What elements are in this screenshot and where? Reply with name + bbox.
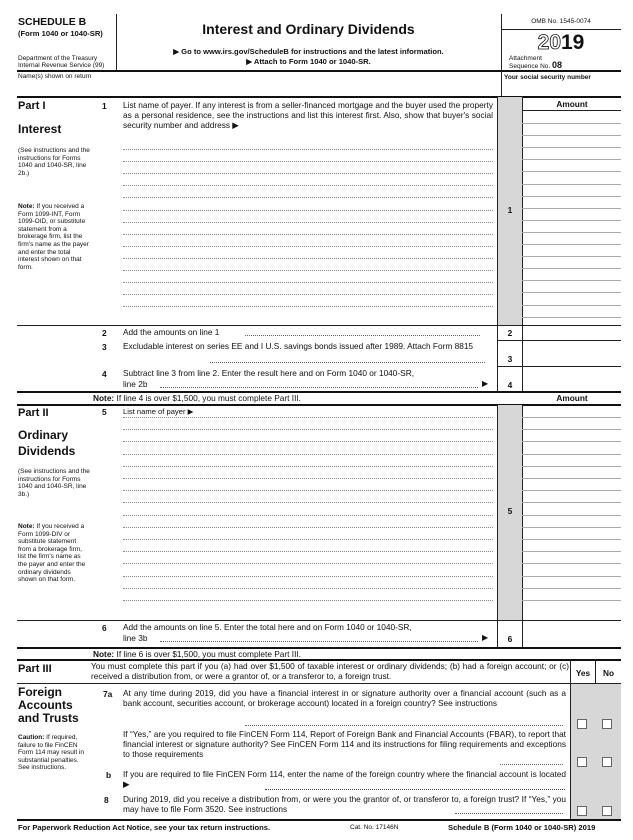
part1-note bbox=[18, 203, 90, 271]
amount-entry-row[interactable] bbox=[522, 196, 621, 197]
payer-entry-row[interactable] bbox=[123, 149, 493, 150]
part1-note-text: If you received a Form 1099-INT, Form 1099-OID, or substitute statement from a brokerage firm, list the firm's name as the payer and enter the total interest shown on that form. bbox=[18, 203, 89, 271]
line2-leader bbox=[245, 335, 480, 336]
line7a-yes-checkbox[interactable] bbox=[577, 719, 587, 729]
line8-text: During 2019, did you receive a distribution from, or were you the grantor of, or transferor to, a foreign trust? If “Yes,” you may have to file Form 3520. See instructions bbox=[123, 794, 566, 814]
amount-entry-row[interactable] bbox=[522, 123, 621, 124]
amount-entry-row[interactable] bbox=[522, 515, 621, 516]
department-line2: Internal Revenue Service (99) bbox=[18, 62, 105, 69]
amount-entry-row[interactable] bbox=[522, 159, 621, 160]
part3-title-line2: Accounts bbox=[18, 698, 73, 712]
line7a-fbar-text: If “Yes,” are you required to file FinCEN Form 114, Report of Foreign Bank and Financial Accounts (FBAR), to report that financial interest or signature authority? See FinCEN Form 114 and its instructions for filing requirements and exceptions to those requirements bbox=[123, 729, 566, 759]
payer-entry-row[interactable] bbox=[123, 246, 493, 247]
omb-number: OMB No. 1545-0074 bbox=[531, 18, 591, 25]
attach-instruction: ▶ Attach to Form 1040 or 1040-SR. bbox=[246, 57, 371, 66]
line1-box-number: 1 bbox=[507, 205, 513, 215]
payer-entry-row[interactable] bbox=[123, 210, 493, 211]
amount-entry-row[interactable] bbox=[522, 292, 621, 293]
yes-no-shade bbox=[571, 684, 621, 819]
part2-top-rule bbox=[17, 404, 621, 406]
line4-leader bbox=[160, 387, 478, 388]
line3-amount-input[interactable] bbox=[523, 341, 621, 366]
amount-entry-row[interactable] bbox=[522, 171, 621, 172]
amount-entry-row[interactable] bbox=[522, 563, 621, 564]
amount-entry-row[interactable] bbox=[522, 502, 621, 503]
form-title: Interest and Ordinary Dividends bbox=[202, 21, 415, 37]
catalog-number: Cat. No. 17146N bbox=[350, 824, 399, 831]
part2-note2-text: If line 6 is over $1,500, you must complete Part III. bbox=[116, 649, 301, 659]
part2-label: Part II bbox=[18, 407, 49, 419]
amount-entry-row[interactable] bbox=[522, 232, 621, 233]
payer-entry-row[interactable] bbox=[123, 234, 493, 235]
payer-entry-row[interactable] bbox=[123, 454, 493, 455]
sequence-number: 08 bbox=[552, 60, 563, 70]
payer-entry-row[interactable] bbox=[123, 527, 493, 528]
payer-entry-row[interactable] bbox=[123, 161, 493, 162]
instructions-link: ▶ Go to www.irs.gov/ScheduleB for instructions and the latest information. bbox=[173, 47, 444, 56]
footer-form-name: Schedule B (Form 1040 or 1040-SR) 2019 bbox=[448, 823, 596, 832]
schedule-label: SCHEDULE B bbox=[18, 16, 87, 28]
payer-entry-row[interactable] bbox=[123, 197, 493, 198]
line1-text: List name of payer. If any interest is from a seller-financed mortgage and the buyer used the property as a personal residence, see the instructions and list this interest first. Also, show that buyer's social security number and address ▶ bbox=[123, 100, 493, 130]
line7a-text: At any time during 2019, did you have a financial interest in or signature authority over a financial account (such as a bank account, securities account, or brokerage account) located in a foreign country? See instructions bbox=[123, 688, 566, 708]
line4-arrow-icon: ▶ bbox=[482, 379, 489, 388]
amount-entry-row[interactable] bbox=[522, 268, 621, 269]
ssn-label: Your social security number bbox=[504, 74, 591, 81]
yes-header: Yes bbox=[575, 668, 591, 678]
line7b-country-input[interactable] bbox=[265, 789, 565, 790]
part2-title-line2: Dividends bbox=[18, 444, 76, 458]
names-input[interactable] bbox=[17, 82, 501, 96]
line6-arrow-icon: ▶ bbox=[482, 633, 489, 642]
amount-entry-row[interactable] bbox=[522, 184, 621, 185]
line7a-fbar-leader bbox=[500, 764, 563, 765]
amount-entry-row[interactable] bbox=[522, 454, 621, 455]
line8-leader bbox=[455, 813, 563, 814]
amount-entry-row[interactable] bbox=[522, 600, 621, 601]
amount-entry-row[interactable] bbox=[522, 588, 621, 589]
names-label: Name(s) shown on return bbox=[18, 73, 92, 80]
line7a-no-checkbox[interactable] bbox=[602, 719, 612, 729]
line2-number: 2 bbox=[102, 328, 107, 338]
amount-entry-row[interactable] bbox=[522, 429, 621, 430]
payer-entry-row[interactable] bbox=[123, 185, 493, 186]
part1-label: Part I bbox=[18, 100, 46, 112]
line3-text: Excludable interest on series EE and I U.S. savings bonds issued after 1989. Attach Form 8815 bbox=[123, 341, 474, 351]
amount-header-rule bbox=[522, 110, 621, 111]
amount-entry-row[interactable] bbox=[522, 527, 621, 528]
part1-amount-header: Amount bbox=[556, 99, 588, 109]
line7a-leader bbox=[245, 725, 563, 726]
part1-note2-text: If line 4 is over $1,500, you must complete Part III. bbox=[116, 393, 301, 403]
payer-entry-row[interactable] bbox=[123, 282, 493, 283]
payer-entry-row[interactable] bbox=[123, 539, 493, 540]
amount-entry-row[interactable] bbox=[522, 208, 621, 209]
department-line1: Department of the Treasury bbox=[18, 55, 98, 62]
line1-number: 1 bbox=[102, 101, 107, 111]
amount-entry-row[interactable] bbox=[522, 466, 621, 467]
line5-text: List name of payer ▶ bbox=[123, 407, 194, 416]
part1-note-label: Note: bbox=[18, 203, 35, 210]
amount-entry-row[interactable] bbox=[522, 317, 621, 318]
amount-entry-row[interactable] bbox=[522, 490, 621, 491]
payer-entry-row[interactable] bbox=[123, 306, 493, 307]
part3-title-line1: Foreign bbox=[18, 685, 62, 699]
payer-entry-row[interactable] bbox=[123, 600, 493, 601]
payer-entry-row[interactable] bbox=[123, 222, 493, 223]
line8-number: 8 bbox=[104, 795, 109, 805]
footer-rule bbox=[17, 819, 621, 821]
payer-entry-row[interactable] bbox=[123, 490, 493, 491]
part3-label: Part III bbox=[18, 663, 52, 675]
line8-no-checkbox[interactable] bbox=[602, 806, 612, 816]
line4-amount-input[interactable] bbox=[523, 367, 621, 391]
sequence-text: Sequence No. bbox=[509, 63, 551, 70]
part1-see-instructions: (See instructions and the instructions for Forms 1040 and 1040-SR, line 2b.) bbox=[18, 147, 90, 177]
line7b-number: b bbox=[106, 770, 112, 780]
line2-amount-input[interactable] bbox=[523, 326, 621, 340]
amount-entry-row[interactable] bbox=[522, 147, 621, 148]
line7a-fbar-yes-checkbox[interactable] bbox=[577, 757, 587, 767]
line7a-number: 7a bbox=[103, 689, 113, 699]
part1-title: Interest bbox=[18, 122, 62, 136]
part3-caution-label: Caution: bbox=[18, 734, 45, 741]
line4-text-a: Subtract line 3 from line 2. Enter the result here and on Form 1040 or 1040-SR, bbox=[123, 368, 415, 378]
line4-number: 4 bbox=[102, 369, 107, 379]
line6-text-a: Add the amounts on line 5. Enter the total here and on Form 1040 or 1040-SR, bbox=[123, 622, 412, 632]
amount-entry-row[interactable] bbox=[522, 576, 621, 577]
part2-see-instructions: (See instructions and the instructions for Forms 1040 and 1040-SR, line 3b.) bbox=[18, 468, 90, 498]
line2-text: Add the amounts on line 1 bbox=[123, 327, 220, 337]
amount-entry-row[interactable] bbox=[522, 244, 621, 245]
omb-divider bbox=[501, 29, 621, 30]
payer-entry-row[interactable] bbox=[123, 515, 493, 516]
tax-year-bold: 19 bbox=[561, 31, 585, 54]
ssn-input[interactable] bbox=[502, 82, 621, 96]
payer-entry-row[interactable] bbox=[123, 588, 493, 589]
amount-entry-row[interactable] bbox=[522, 220, 621, 221]
payer-entry-row[interactable] bbox=[123, 429, 493, 430]
payer-entry-row[interactable] bbox=[123, 173, 493, 174]
part2-note bbox=[18, 523, 90, 584]
amount-entry-row[interactable] bbox=[522, 417, 621, 418]
part3-intro-rule bbox=[17, 683, 621, 684]
line2-box-number: 2 bbox=[507, 328, 513, 338]
payer-entry-row[interactable] bbox=[123, 502, 493, 503]
line4-text-b: line 2b bbox=[123, 379, 148, 389]
amount-entry-row[interactable] bbox=[522, 280, 621, 281]
line6-text-b: line 3b bbox=[123, 633, 148, 643]
part2-note-label: Note: bbox=[18, 523, 35, 530]
part2-title-line1: Ordinary bbox=[18, 428, 69, 442]
part1-note2 bbox=[93, 393, 301, 403]
payer-entry-row[interactable] bbox=[123, 258, 493, 259]
line6-number: 6 bbox=[102, 623, 107, 633]
part3-caution bbox=[18, 734, 88, 772]
line3-box-number: 3 bbox=[507, 354, 513, 364]
amount-entry-row[interactable] bbox=[522, 478, 621, 479]
part2-note2-label: Note: bbox=[93, 649, 115, 659]
line6-box-number: 6 bbox=[507, 634, 513, 644]
payer-entry-row[interactable] bbox=[123, 551, 493, 552]
part3-intro: You must complete this part if you (a) had over $1,500 of taxable interest or ordinary dividends; (b) had a foreign account; or (c) received a distribution from, or were a grantor of, or a transferor to, a foreign trust. bbox=[91, 661, 569, 681]
attachment-label: Attachment bbox=[509, 55, 542, 62]
line3-number: 3 bbox=[102, 342, 107, 352]
part3-title-line3: and Trusts bbox=[18, 711, 79, 725]
tax-year-outline: 20 bbox=[537, 31, 561, 54]
part2-note-text: If you received a Form 1099-DIV or substitute statement from a brokerage firm, list the firm's name as the payer and enter the ordinary dividends shown on that form. bbox=[18, 523, 86, 584]
payer-entry-row[interactable] bbox=[123, 576, 493, 577]
payer-entry-row[interactable] bbox=[123, 563, 493, 564]
form-reference: (Form 1040 or 1040-SR) bbox=[18, 29, 103, 38]
payer-entry-row[interactable] bbox=[123, 466, 493, 467]
part2-note2 bbox=[93, 649, 301, 659]
payer-entry-row[interactable] bbox=[123, 417, 493, 418]
tax-year bbox=[501, 32, 621, 54]
amount-entry-row[interactable] bbox=[522, 441, 621, 442]
line4-box-number: 4 bbox=[507, 380, 513, 390]
header-rule bbox=[17, 70, 621, 72]
part3-caution-text: If required, failure to file FinCEN Form 114 may result in substantial penalties. See instructions. bbox=[18, 734, 84, 772]
line7b-text: If you are required to file FinCEN Form 114, enter the name of the foreign country where the financial account is located ▶ bbox=[123, 769, 566, 789]
line5-number: 5 bbox=[102, 407, 107, 417]
part1-note2-label: Note: bbox=[93, 393, 115, 403]
line7a-fbar-no-checkbox[interactable] bbox=[602, 757, 612, 767]
payer-entry-row[interactable] bbox=[123, 478, 493, 479]
amount-entry-row[interactable] bbox=[522, 305, 621, 306]
no-header: No bbox=[602, 668, 615, 678]
line8-yes-checkbox[interactable] bbox=[577, 806, 587, 816]
amount-entry-row[interactable] bbox=[522, 551, 621, 552]
payer-entry-row[interactable] bbox=[123, 441, 493, 442]
amount-entry-row[interactable] bbox=[522, 539, 621, 540]
line5-box-number: 5 bbox=[507, 506, 513, 516]
part1-top-rule bbox=[17, 96, 621, 98]
payer-entry-row[interactable] bbox=[123, 270, 493, 271]
payer-entry-row[interactable] bbox=[123, 294, 493, 295]
paperwork-notice: For Paperwork Reduction Act Notice, see your tax return instructions. bbox=[18, 823, 271, 832]
line6-amount-input[interactable] bbox=[523, 621, 621, 647]
line3-leader bbox=[210, 362, 485, 363]
part2-amount-header: Amount bbox=[556, 393, 588, 403]
line6-leader bbox=[160, 641, 478, 642]
amount-entry-row[interactable] bbox=[522, 256, 621, 257]
amount-entry-row[interactable] bbox=[522, 135, 621, 136]
